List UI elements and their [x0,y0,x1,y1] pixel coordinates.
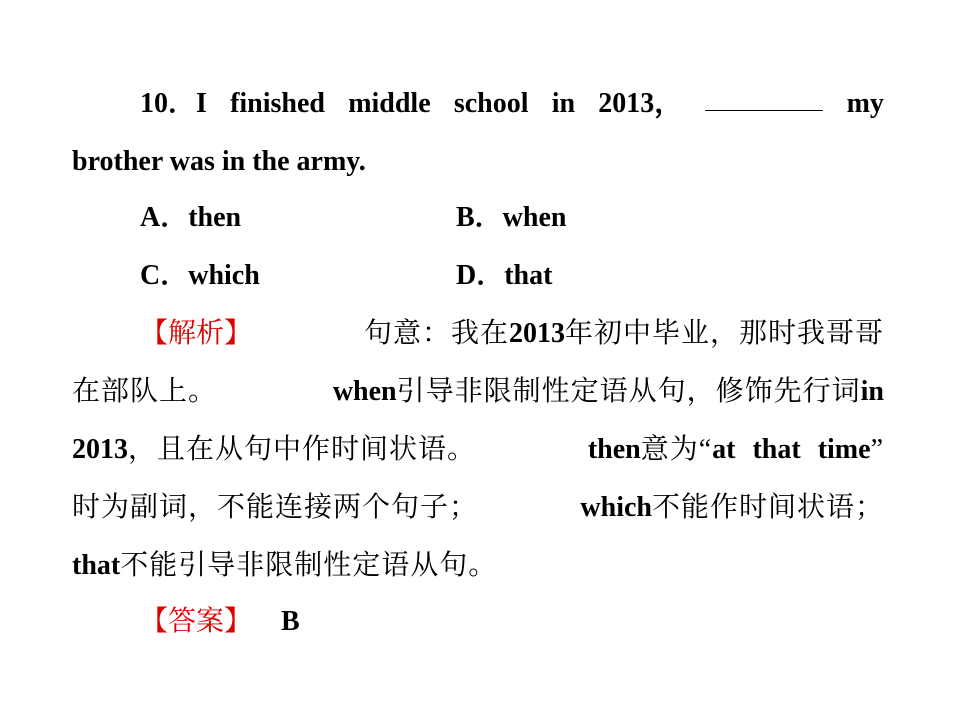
option-c: C．which [140,260,260,291]
answer-label: 【答案】 [140,606,253,637]
question-line-2: brother was in the army. [72,146,366,177]
question-word: in [551,88,576,119]
analysis-text: 2013，且在从句中作时间状语。 [72,434,477,465]
question-word: 2013， [598,88,683,119]
analysis-text: when引导非限制性定语从句，修饰先行词in [332,376,884,407]
analysis-text: 句意：我在2013年初中毕业，那时我哥哥 [363,318,884,349]
option-a: A．then [140,202,242,233]
question-word: school [453,88,529,119]
analysis-label: 【解析】 [140,318,253,349]
question-line-1 [140,84,884,124]
question-word: finished [230,88,326,119]
analysis-text: which不能作时间状语； [580,492,884,523]
analysis-line-5: that不能引导非限制性定语从句。 [72,550,498,581]
question-word: 10．I [140,88,207,119]
answer-line [140,602,884,642]
option-b: B．when [456,202,567,233]
analysis-line-1 [140,314,884,354]
option-d: D．that [456,260,553,291]
analysis-text: 时为副词，不能连接两个句子； [72,492,479,523]
answer-blank [705,84,823,111]
analysis-text: 在部队上。 [72,376,218,407]
analysis-line-4 [72,488,884,528]
analysis-line-3 [72,430,884,470]
question-word: my [846,88,884,119]
answer-value: B [281,606,300,637]
question-word: middle [348,88,431,119]
analysis-line-2 [72,372,884,412]
analysis-text: then意为“at that time” [587,434,884,465]
